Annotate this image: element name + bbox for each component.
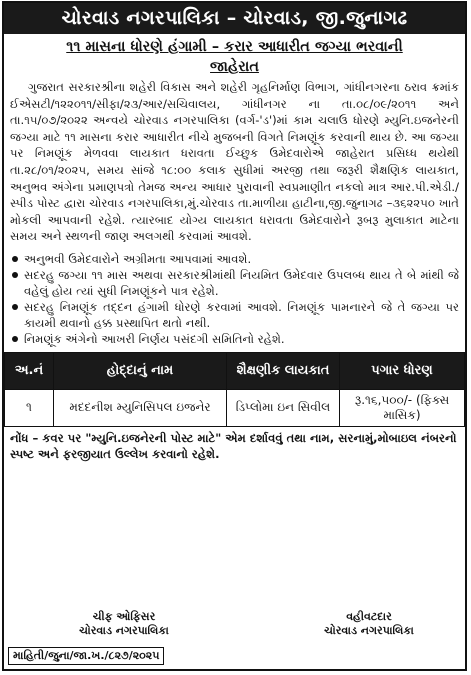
reference-number: માહિતી/જુના/જા.ખ./૮૨૭/૨૦૨૫: [8, 647, 164, 665]
page-title: ચોરવાડ નગરપાલિકા – ચોરવાડ, જી.જુનાગઢ: [4, 3, 465, 34]
subtitle: [4, 34, 465, 77]
signature-right-org: ચોરવાડ નગરપાલિકા: [324, 624, 414, 637]
column-header-pay: પગાર ધોરણ: [340, 352, 465, 389]
advertisement-page: [2, 1, 467, 671]
subtitle-line-1: ૧૧ માસના ધોરણે હંગામી – કરાર આધારીત જગ્યા ભરવાની: [66, 39, 403, 55]
signature-right: [289, 610, 449, 638]
signature-right-title: વહીવટદાર: [346, 610, 392, 623]
table-row: [5, 389, 465, 426]
table-header-row: [5, 352, 465, 389]
conditions-list: [4, 251, 465, 347]
list-item: નિમણૂંક અંગેનો આખરી નિર્ણય પસંદગી સમિતિનો રહેશે.: [10, 331, 459, 347]
list-item: સદરહુ નિમણૂંક તદ્દન હંગામી ધોરણે કરવામાં આવશે. નિમણૂંક પામનારને જે તે જગ્યા પર કાયમી થવાનો હક્ક પ્રસ્થાપિત થતો નથી.: [10, 299, 459, 331]
note-text: નોંધ – કવર પર "મ્યુનિ.ઇજનેરની પોસ્ટ માટે" એમ દર્શાવવું તથા નામ, સરનામું,મોબાઇલ નંબરનો સ્પષ્ટ અને ફરજીયાત ઉલ્લેખ કરવાનો રહેશે.: [10, 430, 457, 462]
main-paragraph: ગુજરાત સરકારશ્રીના શહેરી વિકાસ અને શહેરી ગૃહનિર્માણ વિભાગ, ગાંધીનગરના ઠરાવ ક્રમાંક ઈએસટી/૧૨૨૦૧૧/સીફા/૨૩/આર/સચિવાલય, ગાંધીનગર ના તા.૦૮/૦૯/૨૦૧૧ અને તા.૧૫/૦૭/૨૦૨૨ અન્વયે ચોરવાડ નગરપાલિકા (વર્ગ-'ડ')માં કામ ચલાઉ ધોરણે મ્યુનિ.ઇજનેરની જગ્યા માટે ૧૧ માસના કરાર આધારીત નીચે મુજબની વિગતે નિમણૂંક કરવાની થાય છે. આ જગ્યા પર નિમણૂંક મેળવવા લાયકાત ધરાવતા ઈચ્છુક ઉમેદવારોએ જાહેરાત પ્રસિધ્ધ થયેથી તા.૨૮/૦૧/૨૦૨૫, સમય સાંજે ૧૮:૦૦ કલાક સુધીમાં અરજી તથા જરૂરી શૈક્ષણિક લાયકાત, અનુભવ અંગેના પ્રમાણપત્રો તેમજ અન્ય આધાર પુરાવાની સ્વપ્રમાણીત નકલો માત્ર આર.પી.એડી./સ્પીડ પોસ્ટ દ્વારા ચોરવાડ નગરપાલિકા,મું.ચોરવાડ તા.માળીયા હાટીના,જી.જુનાગઢ –૩૬૨૨૫૦ ખાતે મોકલી આપવાની રહેશે. ત્યારબાદ યોગ્ય લાયકાત ધરાવતા ઉમેદવારોને રૂબરૂ મુલાકાત માટેના સમય અને સ્થળની જાણ અલગથી કરવામાં આવશે.: [10, 80, 459, 244]
cell-post: મદદનીશ મ્યુનિસિપલ ઇજનેર: [54, 389, 227, 426]
signature-left-org: ચોરવાડ નગરપાલિકા: [79, 624, 169, 637]
signature-left: [44, 610, 204, 638]
subtitle-line-2: જાહેરાત: [210, 59, 259, 75]
posts-table: [4, 352, 465, 427]
list-item: સદરહુ જગ્યા ૧૧ માસ અથવા સરકારશ્રીમાંથી નિયમિત ઉમેદવાર ઉપલબ્ધ થાય તે બે માંથી જે વહેલું હોય ત્યાં સુધી નિમણૂંકને પાત્ર રહેશે.: [10, 267, 459, 299]
list-item: અનુભવી ઉમેદવારોને અગ્રીમતા આપવામાં આવશે.: [10, 251, 459, 267]
cell-qualification: ડિપ્લોમા ઇન સિવીલ: [227, 389, 340, 426]
column-header-serial: અ.નં: [5, 352, 54, 389]
cell-serial: ૧: [5, 389, 54, 426]
signature-left-title: ચીફ ઓફિસર: [92, 610, 156, 623]
column-header-post: હોદ્દાનું નામ: [54, 352, 227, 389]
column-header-qualification: શૈક્ષણીક લાયકાત: [227, 352, 340, 389]
cell-pay: રૂ.૧૬,૫૦૦/- (ફિક્સ માસિક): [340, 389, 465, 426]
